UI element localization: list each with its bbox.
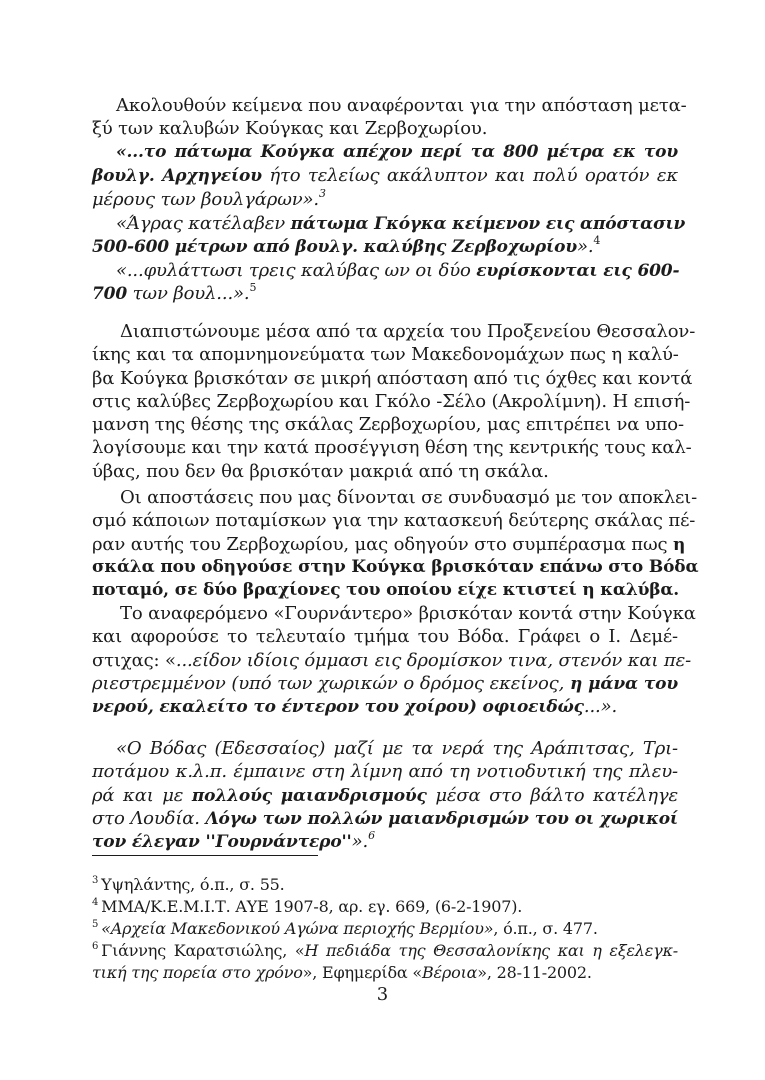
text-run: ». bbox=[576, 236, 594, 258]
footnote-text: », 28-11-2002. bbox=[477, 963, 592, 982]
footnote-title: Βέροια bbox=[421, 963, 478, 982]
text-run: ...». bbox=[583, 696, 618, 718]
text-run: ραν αυτής του Ζερβοχωρίου, μας οδηγούν στο συμπέρασμα πως bbox=[92, 533, 674, 555]
quote-1 bbox=[92, 141, 678, 211]
footnote-ref: 3 bbox=[318, 186, 326, 200]
text-line bbox=[92, 164, 678, 187]
text-run: «...φυλάττωσι τρεις καλύβας ων οι δύο bbox=[116, 260, 477, 281]
text-line bbox=[92, 212, 686, 235]
text-line: λογίσουμε και την κατά προσέγγιση θέση της κεντρικής τους καλ- bbox=[92, 437, 692, 459]
text-line bbox=[92, 807, 678, 830]
emphasis: 500-600 μέτρων από βουλγ. καλύβης Ζερβοχωρίου bbox=[92, 237, 577, 258]
text-line: Διαπιστώνουμε μέσα από τα αρχεία του Προξενείου Θεσσαλον- bbox=[120, 321, 696, 342]
text-line bbox=[92, 695, 678, 718]
footnote-5 bbox=[92, 918, 678, 940]
text-run: ». bbox=[351, 831, 369, 853]
footnote-title: «Αρχεία Μακεδονικού Αγώνα περιοχής Βερμίου» bbox=[101, 919, 494, 938]
footnote-ref: 5 bbox=[249, 281, 257, 295]
paragraph-1 bbox=[92, 320, 696, 483]
footnote-divider bbox=[92, 855, 318, 856]
text-line: ίκης και τα απομνημονεύματα των Μακεδονομάχων πως η καλύ- bbox=[92, 344, 679, 366]
emphasis: πάτωμα Γκόγκα κείμενον εις απόστασιν bbox=[290, 214, 686, 234]
text-line bbox=[92, 282, 678, 305]
text-line: Το αναφερόμενο «Γουρνάντερο» βρισκόταν κοντά στην Κούγκα bbox=[120, 603, 696, 624]
text-run: μέσα στο βάλτο κατέληγε bbox=[426, 784, 678, 806]
text-run: των βουλ...». bbox=[127, 283, 250, 305]
footnote-text: », Εφημερίδα « bbox=[302, 963, 422, 982]
footnote-3 bbox=[92, 874, 678, 896]
footnote-6-continued bbox=[92, 962, 678, 984]
text-line: ποτάμου κ.λ.π. έμπαινε στη λίμνη από τη νοτιοδυτική της πλευ- bbox=[92, 761, 678, 783]
quote-3 bbox=[92, 259, 678, 306]
footnote-ref: 6 bbox=[368, 829, 375, 843]
text-line bbox=[92, 533, 686, 556]
text-line bbox=[92, 830, 678, 853]
text-line: βα Κούγκα βρισκόταν σε μικρή απόσταση από τις όχθες και κοντά bbox=[92, 367, 693, 389]
emphasis: η bbox=[673, 534, 686, 555]
quote-2 bbox=[92, 212, 686, 259]
footnote-text: Υψηλάντης, ό.π., σ. 55. bbox=[101, 875, 285, 894]
footnote-text: , ό.π., σ. 477. bbox=[493, 919, 598, 938]
intro-paragraph bbox=[92, 94, 687, 141]
paragraph-3 bbox=[92, 602, 696, 718]
text-line bbox=[92, 784, 678, 807]
footnote-6 bbox=[92, 940, 678, 962]
text-line bbox=[92, 649, 692, 672]
footnote-number: 5 bbox=[92, 918, 99, 930]
footnote-4 bbox=[92, 896, 678, 918]
footnote-title: Η πεδιάδα της Θεσσαλονίκης και η εξελεγκ- bbox=[304, 941, 678, 960]
text-line: ξύ των καλυβών Κούγκας και Ζερβοχωρίου. bbox=[92, 118, 488, 140]
text-line: σκάλα που οδηγούσε στην Κούγκα βρισκόταν επάνω στο Βόδα bbox=[92, 556, 699, 577]
emphasis: νερού, εκαλείτο το έντερον του χοίρου) οφιοειδώς bbox=[92, 697, 584, 718]
quote-4 bbox=[92, 737, 678, 853]
emphasis: ευρίσκονται εις 600- bbox=[476, 261, 680, 281]
footnote-ref: 4 bbox=[593, 234, 601, 248]
emphasis: η μάνα του bbox=[569, 673, 678, 694]
text-line: μανση της θέσης της σκάλας Ζερβοχωρίου, μας επιτρέπει να υπο- bbox=[92, 414, 684, 436]
emphasis: βουλγ. Αρχηγείου bbox=[92, 166, 262, 187]
text-run: ...είδον ιδίοις όμμασι εις δρομίσκον τινα, στενόν και πε- bbox=[175, 649, 692, 671]
text-run: στιχας: « bbox=[92, 649, 176, 671]
text-run: ρά και με bbox=[92, 784, 192, 806]
emphasis: πολλούς μαιανδρισμούς bbox=[191, 785, 427, 806]
footnote-text: Γιάννης Καρατσιώλης, « bbox=[101, 941, 305, 960]
text-run: «Άγρας κατέλαβεν bbox=[116, 213, 291, 234]
text-line: Ακολουθούν κείμενα που αναφέρονται για την απόσταση μετα- bbox=[116, 95, 687, 116]
text-line: «Ο Βόδας (Εδεσσαίος) μαζί με τα νερά της Αράπιτσας, Τρι- bbox=[116, 738, 678, 759]
text-line bbox=[92, 259, 678, 282]
footnote-number: 3 bbox=[92, 874, 99, 886]
emphasis: Λόγω των πολλών μαιανδρισμών του οι χωρικοί bbox=[205, 808, 678, 829]
footnote-title: τική της πορεία στο χρόνο bbox=[92, 963, 303, 982]
footnote-text: ΜΜΑ/Κ.Ε.Μ.Ι.Τ. ΑΥΕ 1907-8, αρ. εγ. 669, (6-2-1907). bbox=[101, 897, 523, 916]
emphasis: 700 bbox=[92, 284, 128, 305]
text-line bbox=[92, 672, 678, 695]
text-line bbox=[92, 235, 678, 258]
footnote-number: 6 bbox=[92, 940, 99, 952]
text-run: ριεστρεμμένον (υπό των χωρικών ο δρόμος εκείνος, bbox=[92, 672, 570, 694]
text-run: στο Λουδία. bbox=[92, 807, 206, 829]
emphasis: τον έλεγαν ''Γουρνάντερο'' bbox=[92, 832, 352, 853]
footnote-number: 4 bbox=[92, 896, 99, 908]
text-line: ποταμό, σε δύο βραχίονες του οποίου είχε κτιστεί η καλύβα. bbox=[92, 580, 680, 601]
text-run: μέρους των βουλγάρων». bbox=[92, 188, 319, 210]
page-number: 3 bbox=[376, 984, 389, 1005]
text-line: «...το πάτωμα Κούγκα απέχον περί τα 800 μέτρα εκ του bbox=[116, 142, 678, 162]
text-run: ήτο τελείως ακάλυπτον και πολύ ορατόν εκ bbox=[261, 165, 678, 187]
footnotes bbox=[92, 874, 678, 984]
text-line: Οι αποστάσεις που μας δίνονται σε συνδυασμό με τον αποκλει- bbox=[120, 487, 698, 508]
text-line bbox=[92, 188, 678, 211]
text-line: στις καλύβες Ζερβοχωρίου και Γκόλο -Σέλο (Ακρολίμνη). Η επισή- bbox=[92, 390, 691, 412]
text-line: ύβας, που δεν θα βρισκόταν μακριά από τη σκάλα. bbox=[92, 460, 549, 482]
text-line: και αφορούσε το τελευταίο τμήμα του Βόδα. Γράφει ο Ι. Δεμέ- bbox=[92, 626, 678, 648]
paragraph-2 bbox=[92, 486, 699, 602]
text-line: σμό κάποιων ποταμίσκων για την κατασκευή δεύτερης σκάλας πέ- bbox=[92, 510, 696, 532]
